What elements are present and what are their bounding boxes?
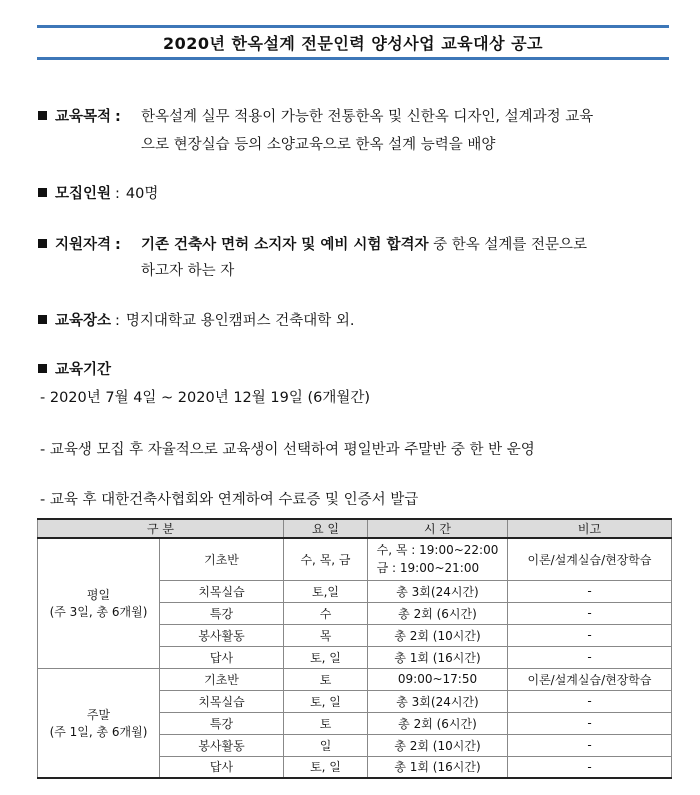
purpose-line1: 한옥설계 실무 적용이 가능한 전통한옥 및 신한옥 디자인, 설계과정 교육 [141, 109, 594, 125]
days-cell: 토 [284, 668, 368, 690]
qualification-line2: 하고자 하는 자 [141, 263, 235, 279]
course-cell: 치목실습 [160, 580, 284, 602]
course-cell: 봉사활동 [160, 624, 284, 646]
days-cell: 수, 목, 금 [284, 538, 368, 580]
time-cell: 총 1회 (16시간) [368, 756, 508, 778]
place-label: 교육장소 [55, 313, 112, 329]
section-qualification: 지원자격 : [38, 231, 127, 259]
schedule-table [37, 518, 672, 779]
days-cell: 토,일 [284, 580, 368, 602]
square-bullet-icon [38, 239, 47, 248]
table-row [38, 668, 672, 690]
time-cell: 총 2회 (10시간) [368, 734, 508, 756]
qualification-rest: 중 한옥 설계를 전문으로 [428, 237, 587, 253]
course-cell: 특강 [160, 712, 284, 734]
course-cell: 특강 [160, 602, 284, 624]
section-recruit: 모집인원 : 40명 [38, 180, 158, 208]
note-cell: - [508, 734, 672, 756]
purpose-line2: 으로 현장실습 등의 소양교육으로 한옥 설계 능력을 배양 [141, 137, 496, 153]
weekend-group-cell [38, 668, 160, 778]
days-cell: 수 [284, 602, 368, 624]
weekday-group-sub: (주 3일, 총 6개월) [49, 605, 148, 620]
period-item-3: - 교육 후 대한건축사협회와 연계하여 수료증 및 인증서 발급 [40, 492, 419, 508]
time-cell: 총 2회 (6시간) [368, 602, 508, 624]
period-item-2: - 교육생 모집 후 자율적으로 교육생이 선택하여 평일반과 주말반 중 한 반 운영 [40, 442, 535, 458]
place-value: 명지대학교 용인캠퍼스 건축대학 외. [125, 313, 355, 329]
weekend-group-title: 주말 [86, 707, 111, 722]
note-cell: - [508, 602, 672, 624]
course-cell: 답사 [160, 646, 284, 668]
days-cell: 토, 일 [284, 690, 368, 712]
course-cell: 기초반 [160, 538, 284, 580]
course-cell: 치목실습 [160, 690, 284, 712]
header-days: 요 일 [284, 519, 368, 538]
section-place: 교육장소 : 명지대학교 용인캠퍼스 건축대학 외. [38, 307, 354, 335]
table-header-row [38, 519, 672, 538]
recruit-value: 40명 [125, 186, 159, 202]
notice-title-bar [37, 25, 669, 60]
note-cell: - [508, 712, 672, 734]
period-item-1: - 2020년 7월 4일 ~ 2020년 12월 19일 (6개월간) [40, 390, 371, 406]
notice-title: 2020년 한옥설계 전문인력 양성사업 교육대상 공고 [162, 34, 544, 53]
note-cell: 이론/설계실습/현장학습 [508, 538, 672, 580]
header-note: 비고 [508, 519, 672, 538]
header-time: 시 간 [368, 519, 508, 538]
time-cell: 총 3회(24시간) [368, 690, 508, 712]
time-cell [368, 538, 508, 580]
note-cell: 이론/설계실습/현장학습 [508, 668, 672, 690]
days-cell: 일 [284, 734, 368, 756]
days-cell: 목 [284, 624, 368, 646]
square-bullet-icon [38, 111, 47, 120]
recruit-label: 모집인원 [55, 186, 112, 202]
time-cell: 총 2회 (10시간) [368, 624, 508, 646]
time-cell: 09:00~17:50 [368, 668, 508, 690]
course-cell: 기초반 [160, 668, 284, 690]
square-bullet-icon [38, 188, 47, 197]
weekday-group-cell [38, 538, 160, 668]
note-cell: - [508, 690, 672, 712]
note-cell: - [508, 580, 672, 602]
time-cell: 총 3회(24시간) [368, 580, 508, 602]
square-bullet-icon [38, 315, 47, 324]
section-purpose: 교육목적 : [38, 103, 127, 131]
purpose-label: 교육목적 [55, 109, 112, 125]
qualification-label: 지원자격 [55, 237, 112, 253]
days-cell: 토 [284, 712, 368, 734]
header-category: 구 분 [38, 519, 284, 538]
weekend-group-sub: (주 1일, 총 6개월) [49, 724, 148, 739]
time-cell: 총 1회 (16시간) [368, 646, 508, 668]
qualification-bold: 기존 건축사 면허 소지자 및 예비 시험 합격자 [141, 237, 429, 253]
note-cell: - [508, 646, 672, 668]
qualification-line1 [141, 231, 587, 259]
note-cell: - [508, 756, 672, 778]
period-label: 교육기간 [55, 362, 112, 378]
time-line: 금 : 19:00~21:00 [376, 561, 480, 576]
days-cell: 토, 일 [284, 646, 368, 668]
course-cell: 답사 [160, 756, 284, 778]
square-bullet-icon [38, 364, 47, 373]
weekday-group-title: 평일 [86, 588, 111, 603]
table-row [38, 538, 672, 580]
course-cell: 봉사활동 [160, 734, 284, 756]
time-line: 수, 목 : 19:00~22:00 [376, 543, 499, 558]
days-cell: 토, 일 [284, 756, 368, 778]
time-cell: 총 2회 (6시간) [368, 712, 508, 734]
note-cell: - [508, 624, 672, 646]
section-period [38, 356, 111, 384]
